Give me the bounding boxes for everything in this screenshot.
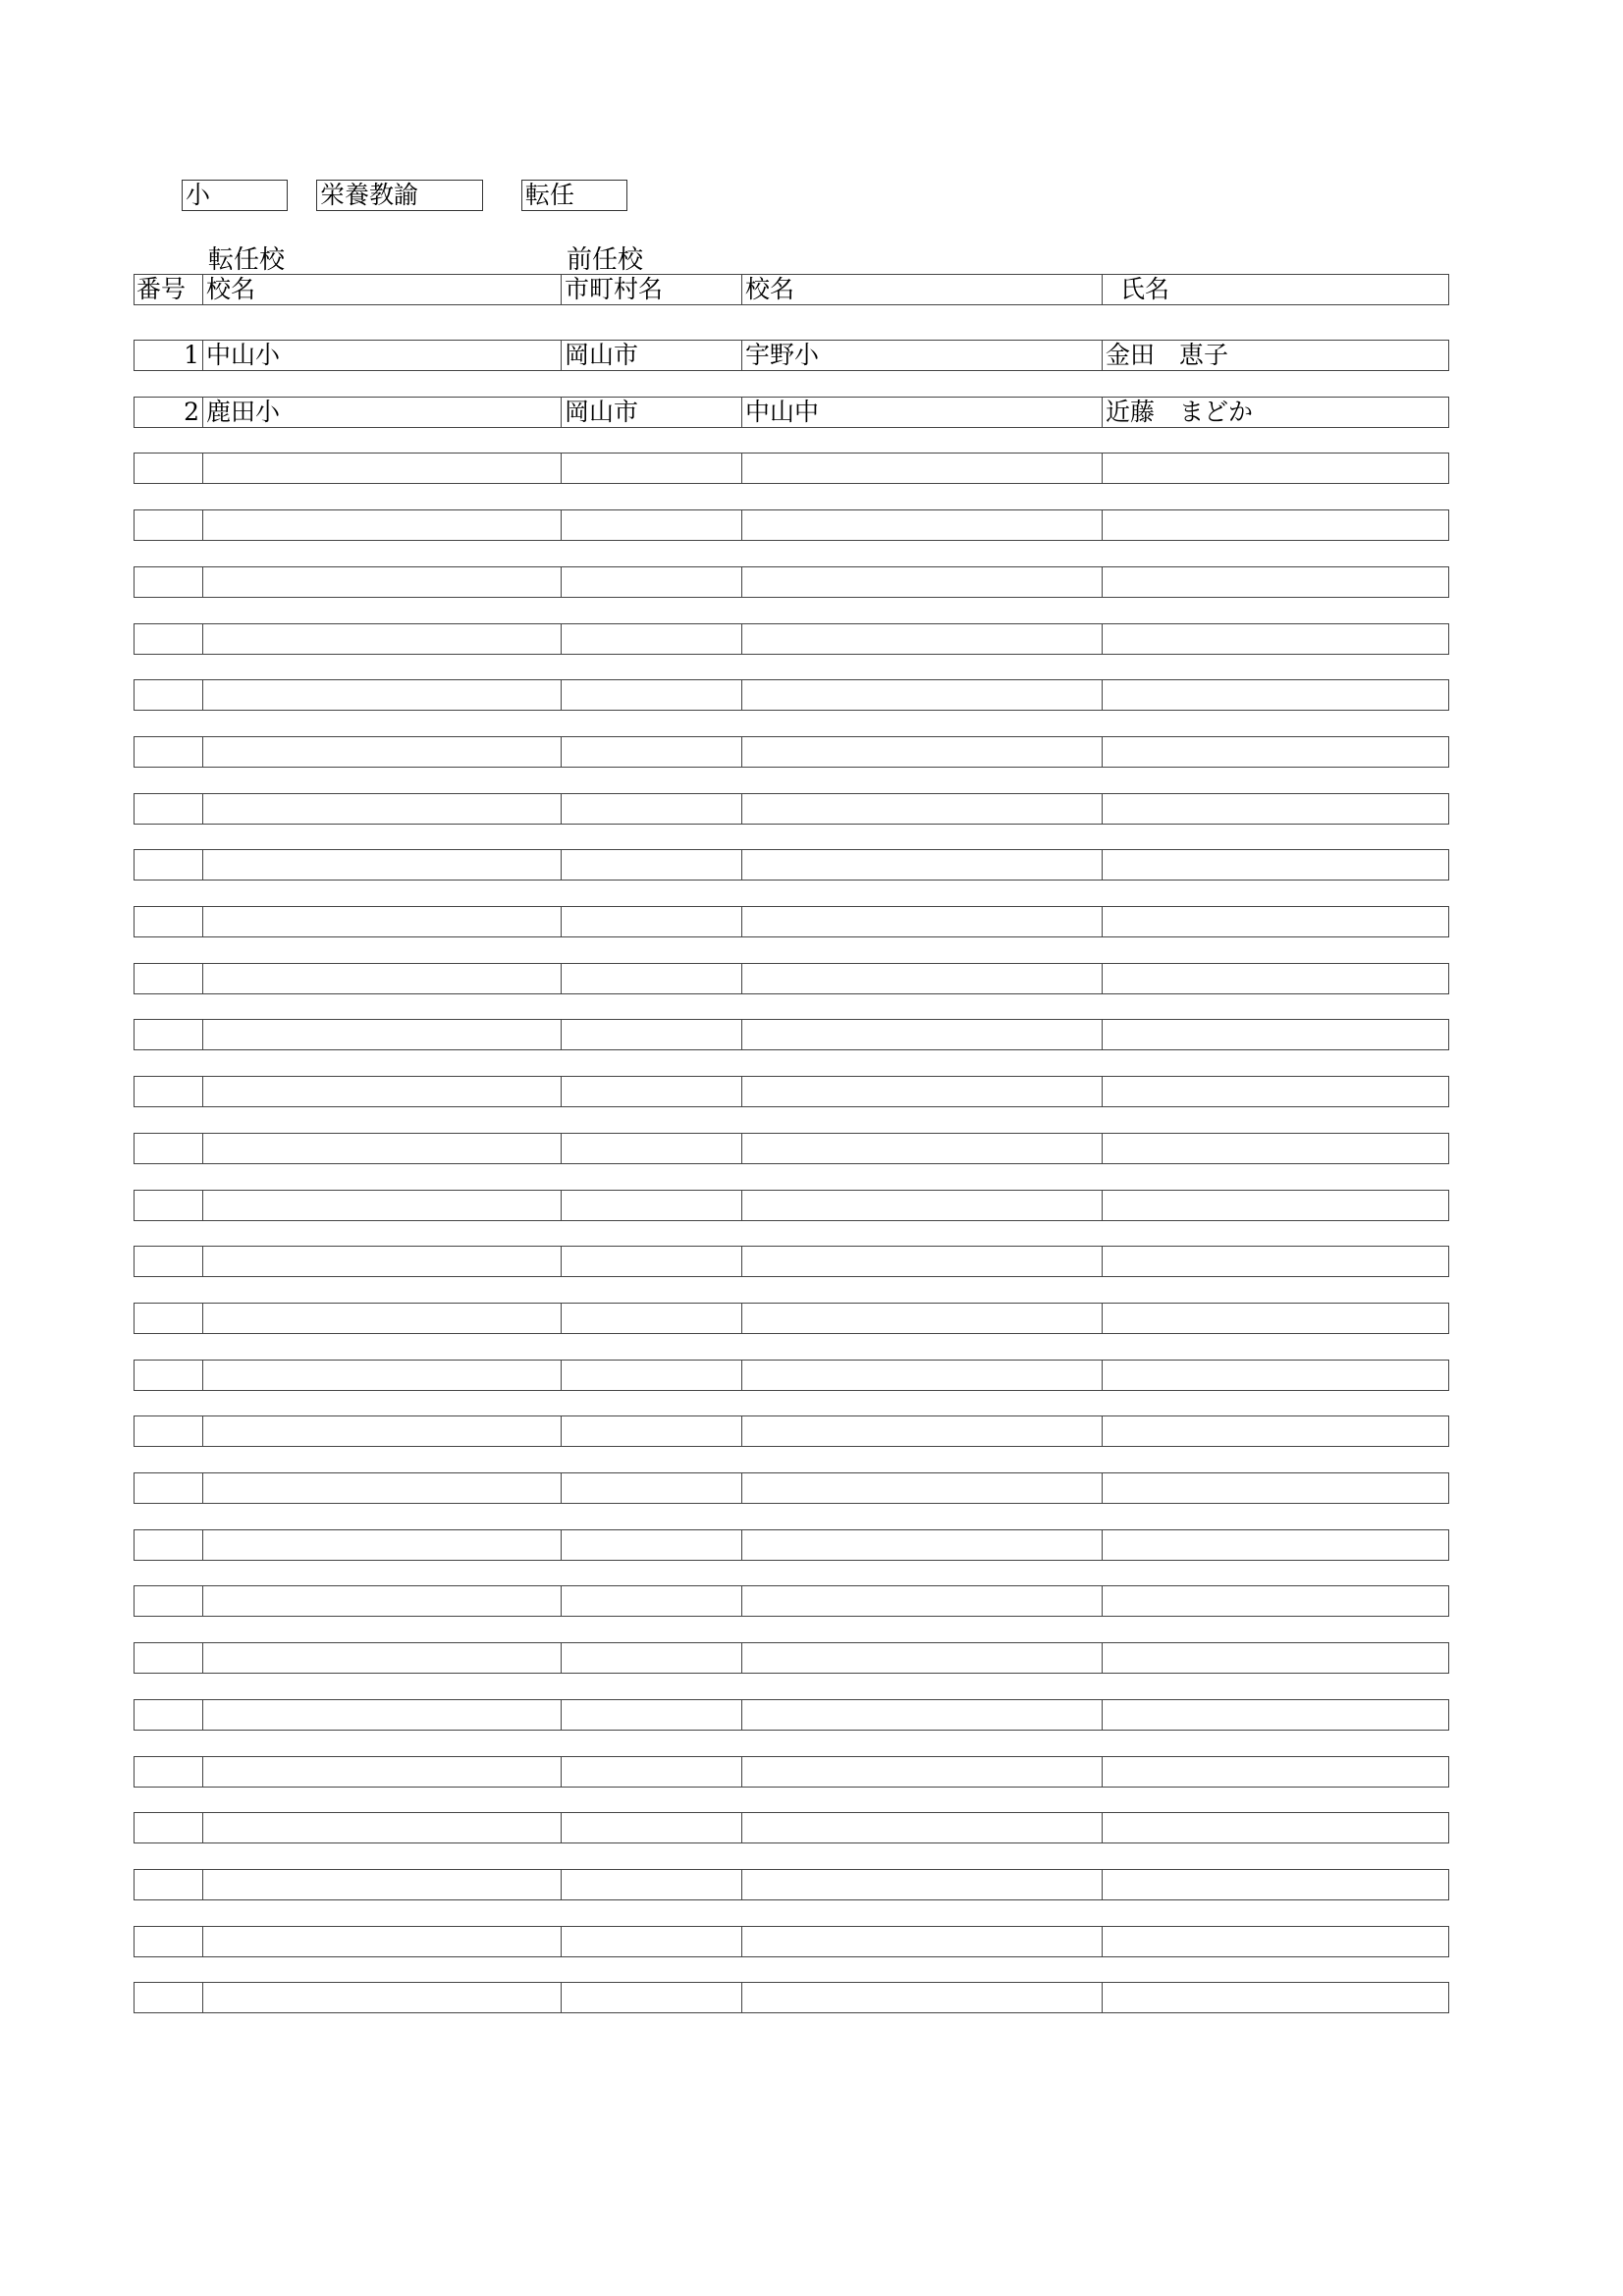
cell-school bbox=[203, 1586, 562, 1616]
table-row bbox=[134, 340, 1449, 371]
transfer-type-box bbox=[521, 180, 627, 211]
cell-school bbox=[203, 907, 562, 936]
header-number: 番号 bbox=[135, 275, 203, 304]
cell-number bbox=[135, 567, 203, 597]
school-level-box bbox=[182, 180, 288, 211]
table-row bbox=[134, 736, 1449, 768]
cell-city bbox=[562, 1191, 742, 1220]
table-row bbox=[134, 453, 1449, 484]
cell-name bbox=[1103, 1191, 1448, 1220]
cell-name: 近藤 まどか bbox=[1106, 397, 1254, 426]
cell-name bbox=[1103, 680, 1448, 710]
cell-name bbox=[1103, 1983, 1448, 2012]
cell-prev-school bbox=[742, 1304, 1103, 1333]
cell-prev-school bbox=[742, 737, 1103, 767]
cell-prev-school bbox=[742, 454, 1103, 483]
cell-name bbox=[1103, 624, 1448, 654]
cell-school bbox=[203, 1530, 562, 1560]
cell-name bbox=[1103, 1473, 1448, 1503]
cell-city bbox=[562, 964, 742, 993]
cell-school bbox=[203, 624, 562, 654]
cell-name bbox=[1103, 1813, 1448, 1842]
cell-city bbox=[562, 454, 742, 483]
cell-city bbox=[562, 1077, 742, 1106]
table-row bbox=[134, 1756, 1449, 1788]
new-school-group-label: 転任校 bbox=[208, 245, 286, 275]
cell-city bbox=[562, 510, 742, 540]
cell-name bbox=[1103, 1757, 1448, 1787]
cell-number bbox=[135, 794, 203, 824]
table-row bbox=[134, 1472, 1449, 1504]
cell-city bbox=[562, 1416, 742, 1446]
cell-name bbox=[1103, 1927, 1448, 1956]
cell-number: 1 bbox=[135, 341, 203, 370]
cell-prev-school bbox=[742, 1983, 1103, 2012]
cell-prev-school bbox=[742, 1416, 1103, 1446]
cell-name bbox=[1103, 907, 1448, 936]
cell-prev-school bbox=[742, 1813, 1103, 1842]
position-box bbox=[316, 180, 483, 211]
cell-prev-school bbox=[742, 1586, 1103, 1616]
cell-name bbox=[1103, 1530, 1448, 1560]
cell-name bbox=[1103, 1077, 1448, 1106]
table-row bbox=[134, 906, 1449, 937]
cell-school bbox=[203, 964, 562, 993]
cell-name bbox=[1103, 567, 1448, 597]
cell-city bbox=[562, 737, 742, 767]
table-row bbox=[134, 1926, 1449, 1957]
cell-city: 岡山市 bbox=[562, 341, 742, 370]
cell-school: 中山小 bbox=[203, 341, 562, 370]
cell-name bbox=[1103, 454, 1448, 483]
header-school: 校名 bbox=[203, 275, 562, 304]
cell-number bbox=[135, 510, 203, 540]
cell-name bbox=[1103, 1361, 1448, 1390]
table-header bbox=[134, 274, 1449, 305]
transfer-type-value: 転任 bbox=[525, 181, 575, 209]
cell-city bbox=[562, 624, 742, 654]
cell-prev-school: 宇野小 bbox=[742, 341, 1103, 370]
cell-school bbox=[203, 850, 562, 880]
cell-prev-school bbox=[742, 680, 1103, 710]
header-city: 市町村名 bbox=[562, 275, 742, 304]
cell-city bbox=[562, 1813, 742, 1842]
cell-school bbox=[203, 1134, 562, 1163]
cell-city bbox=[562, 907, 742, 936]
cell-city bbox=[562, 1983, 742, 2012]
table-row bbox=[134, 1360, 1449, 1391]
cell-city bbox=[562, 1870, 742, 1899]
cell-school bbox=[203, 1983, 562, 2012]
cell-school bbox=[203, 1700, 562, 1730]
cell-name bbox=[1103, 850, 1448, 880]
cell-prev-school bbox=[742, 1870, 1103, 1899]
cell-name bbox=[1103, 1416, 1448, 1446]
cell-name: 金田 恵子 bbox=[1106, 341, 1229, 369]
cell-name bbox=[1103, 1870, 1448, 1899]
header-name: 氏名 bbox=[1120, 275, 1170, 303]
cell-prev-school bbox=[742, 1247, 1103, 1276]
cell-number: 2 bbox=[135, 398, 203, 427]
cell-number bbox=[135, 1247, 203, 1276]
cell-prev-school bbox=[742, 510, 1103, 540]
cell-prev-school bbox=[742, 1927, 1103, 1956]
cell-city bbox=[562, 1530, 742, 1560]
table-row bbox=[134, 1812, 1449, 1843]
table-row bbox=[134, 1869, 1449, 1900]
cell-prev-school bbox=[742, 567, 1103, 597]
cell-city bbox=[562, 1361, 742, 1390]
table-row bbox=[134, 1415, 1449, 1447]
table-row bbox=[134, 1529, 1449, 1561]
cell-city bbox=[562, 850, 742, 880]
cell-number bbox=[135, 1473, 203, 1503]
cell-school bbox=[203, 1643, 562, 1673]
cell-school bbox=[203, 454, 562, 483]
table-row bbox=[134, 623, 1449, 655]
cell-city bbox=[562, 1927, 742, 1956]
cell-number bbox=[135, 964, 203, 993]
cell-number bbox=[135, 624, 203, 654]
cell-prev-school bbox=[742, 1191, 1103, 1220]
cell-city bbox=[562, 1247, 742, 1276]
cell-city bbox=[562, 1643, 742, 1673]
cell-city bbox=[562, 680, 742, 710]
cell-school: 鹿田小 bbox=[203, 398, 562, 427]
cell-number bbox=[135, 1927, 203, 1956]
cell-number bbox=[135, 1983, 203, 2012]
table-row bbox=[134, 849, 1449, 881]
cell-city bbox=[562, 1700, 742, 1730]
cell-number bbox=[135, 454, 203, 483]
cell-city bbox=[562, 1586, 742, 1616]
table-row bbox=[134, 1982, 1449, 2013]
table-row bbox=[134, 1585, 1449, 1617]
cell-school bbox=[203, 1757, 562, 1787]
cell-prev-school bbox=[742, 624, 1103, 654]
cell-name bbox=[1103, 1020, 1448, 1049]
cell-number bbox=[135, 1191, 203, 1220]
cell-school bbox=[203, 1813, 562, 1842]
cell-school bbox=[203, 1191, 562, 1220]
cell-city bbox=[562, 1134, 742, 1163]
cell-school bbox=[203, 737, 562, 767]
cell-prev-school: 中山中 bbox=[742, 398, 1103, 427]
cell-school bbox=[203, 1077, 562, 1106]
table-row bbox=[134, 1076, 1449, 1107]
cell-prev-school bbox=[742, 1700, 1103, 1730]
header-prev-school: 校名 bbox=[742, 275, 1103, 304]
cell-number bbox=[135, 1700, 203, 1730]
table-row bbox=[134, 963, 1449, 994]
table-row bbox=[134, 397, 1449, 428]
cell-prev-school bbox=[742, 1643, 1103, 1673]
cell-prev-school bbox=[742, 907, 1103, 936]
cell-city bbox=[562, 794, 742, 824]
cell-school bbox=[203, 794, 562, 824]
cell-number bbox=[135, 850, 203, 880]
cell-prev-school bbox=[742, 794, 1103, 824]
cell-number bbox=[135, 1813, 203, 1842]
cell-school bbox=[203, 1870, 562, 1899]
cell-school bbox=[203, 1927, 562, 1956]
school-level-value: 小 bbox=[186, 181, 211, 209]
cell-prev-school bbox=[742, 1473, 1103, 1503]
cell-number bbox=[135, 1416, 203, 1446]
table-row bbox=[134, 793, 1449, 825]
cell-name bbox=[1103, 1643, 1448, 1673]
cell-name bbox=[1103, 510, 1448, 540]
cell-prev-school bbox=[742, 1361, 1103, 1390]
cell-school bbox=[203, 1473, 562, 1503]
cell-prev-school bbox=[742, 1757, 1103, 1787]
cell-name bbox=[1103, 964, 1448, 993]
cell-city bbox=[562, 1757, 742, 1787]
cell-prev-school bbox=[742, 1020, 1103, 1049]
cell-name bbox=[1103, 737, 1448, 767]
cell-city bbox=[562, 1473, 742, 1503]
cell-prev-school bbox=[742, 1134, 1103, 1163]
cell-prev-school bbox=[742, 1530, 1103, 1560]
cell-prev-school bbox=[742, 964, 1103, 993]
cell-number bbox=[135, 1077, 203, 1106]
cell-number bbox=[135, 1586, 203, 1616]
cell-name bbox=[1103, 1247, 1448, 1276]
previous-school-group-label: 前任校 bbox=[567, 245, 644, 275]
cell-name bbox=[1103, 1586, 1448, 1616]
cell-number bbox=[135, 907, 203, 936]
cell-school bbox=[203, 1304, 562, 1333]
cell-number bbox=[135, 1020, 203, 1049]
cell-number bbox=[135, 680, 203, 710]
table-row bbox=[134, 679, 1449, 711]
cell-number bbox=[135, 1304, 203, 1333]
cell-city bbox=[562, 567, 742, 597]
table-row bbox=[134, 1699, 1449, 1731]
cell-number bbox=[135, 1361, 203, 1390]
cell-school bbox=[203, 1416, 562, 1446]
cell-city: 岡山市 bbox=[562, 398, 742, 427]
cell-name bbox=[1103, 1304, 1448, 1333]
cell-number bbox=[135, 1870, 203, 1899]
table-row bbox=[134, 1019, 1449, 1050]
table-row bbox=[134, 1246, 1449, 1277]
table-row bbox=[134, 1133, 1449, 1164]
cell-number bbox=[135, 1530, 203, 1560]
cell-name bbox=[1103, 1134, 1448, 1163]
cell-school bbox=[203, 510, 562, 540]
cell-school bbox=[203, 1361, 562, 1390]
position-value: 栄養教諭 bbox=[320, 181, 419, 209]
cell-city bbox=[562, 1020, 742, 1049]
cell-number bbox=[135, 1757, 203, 1787]
cell-city bbox=[562, 1304, 742, 1333]
table-row bbox=[134, 509, 1449, 541]
cell-number bbox=[135, 1134, 203, 1163]
cell-prev-school bbox=[742, 1077, 1103, 1106]
table-row bbox=[134, 1190, 1449, 1221]
table-row bbox=[134, 566, 1449, 598]
cell-school bbox=[203, 1020, 562, 1049]
cell-name bbox=[1103, 794, 1448, 824]
cell-number bbox=[135, 737, 203, 767]
cell-number bbox=[135, 1643, 203, 1673]
table-row bbox=[134, 1642, 1449, 1674]
cell-school bbox=[203, 1247, 562, 1276]
table-row bbox=[134, 1303, 1449, 1334]
cell-name bbox=[1103, 1700, 1448, 1730]
cell-school bbox=[203, 680, 562, 710]
cell-school bbox=[203, 567, 562, 597]
cell-prev-school bbox=[742, 850, 1103, 880]
